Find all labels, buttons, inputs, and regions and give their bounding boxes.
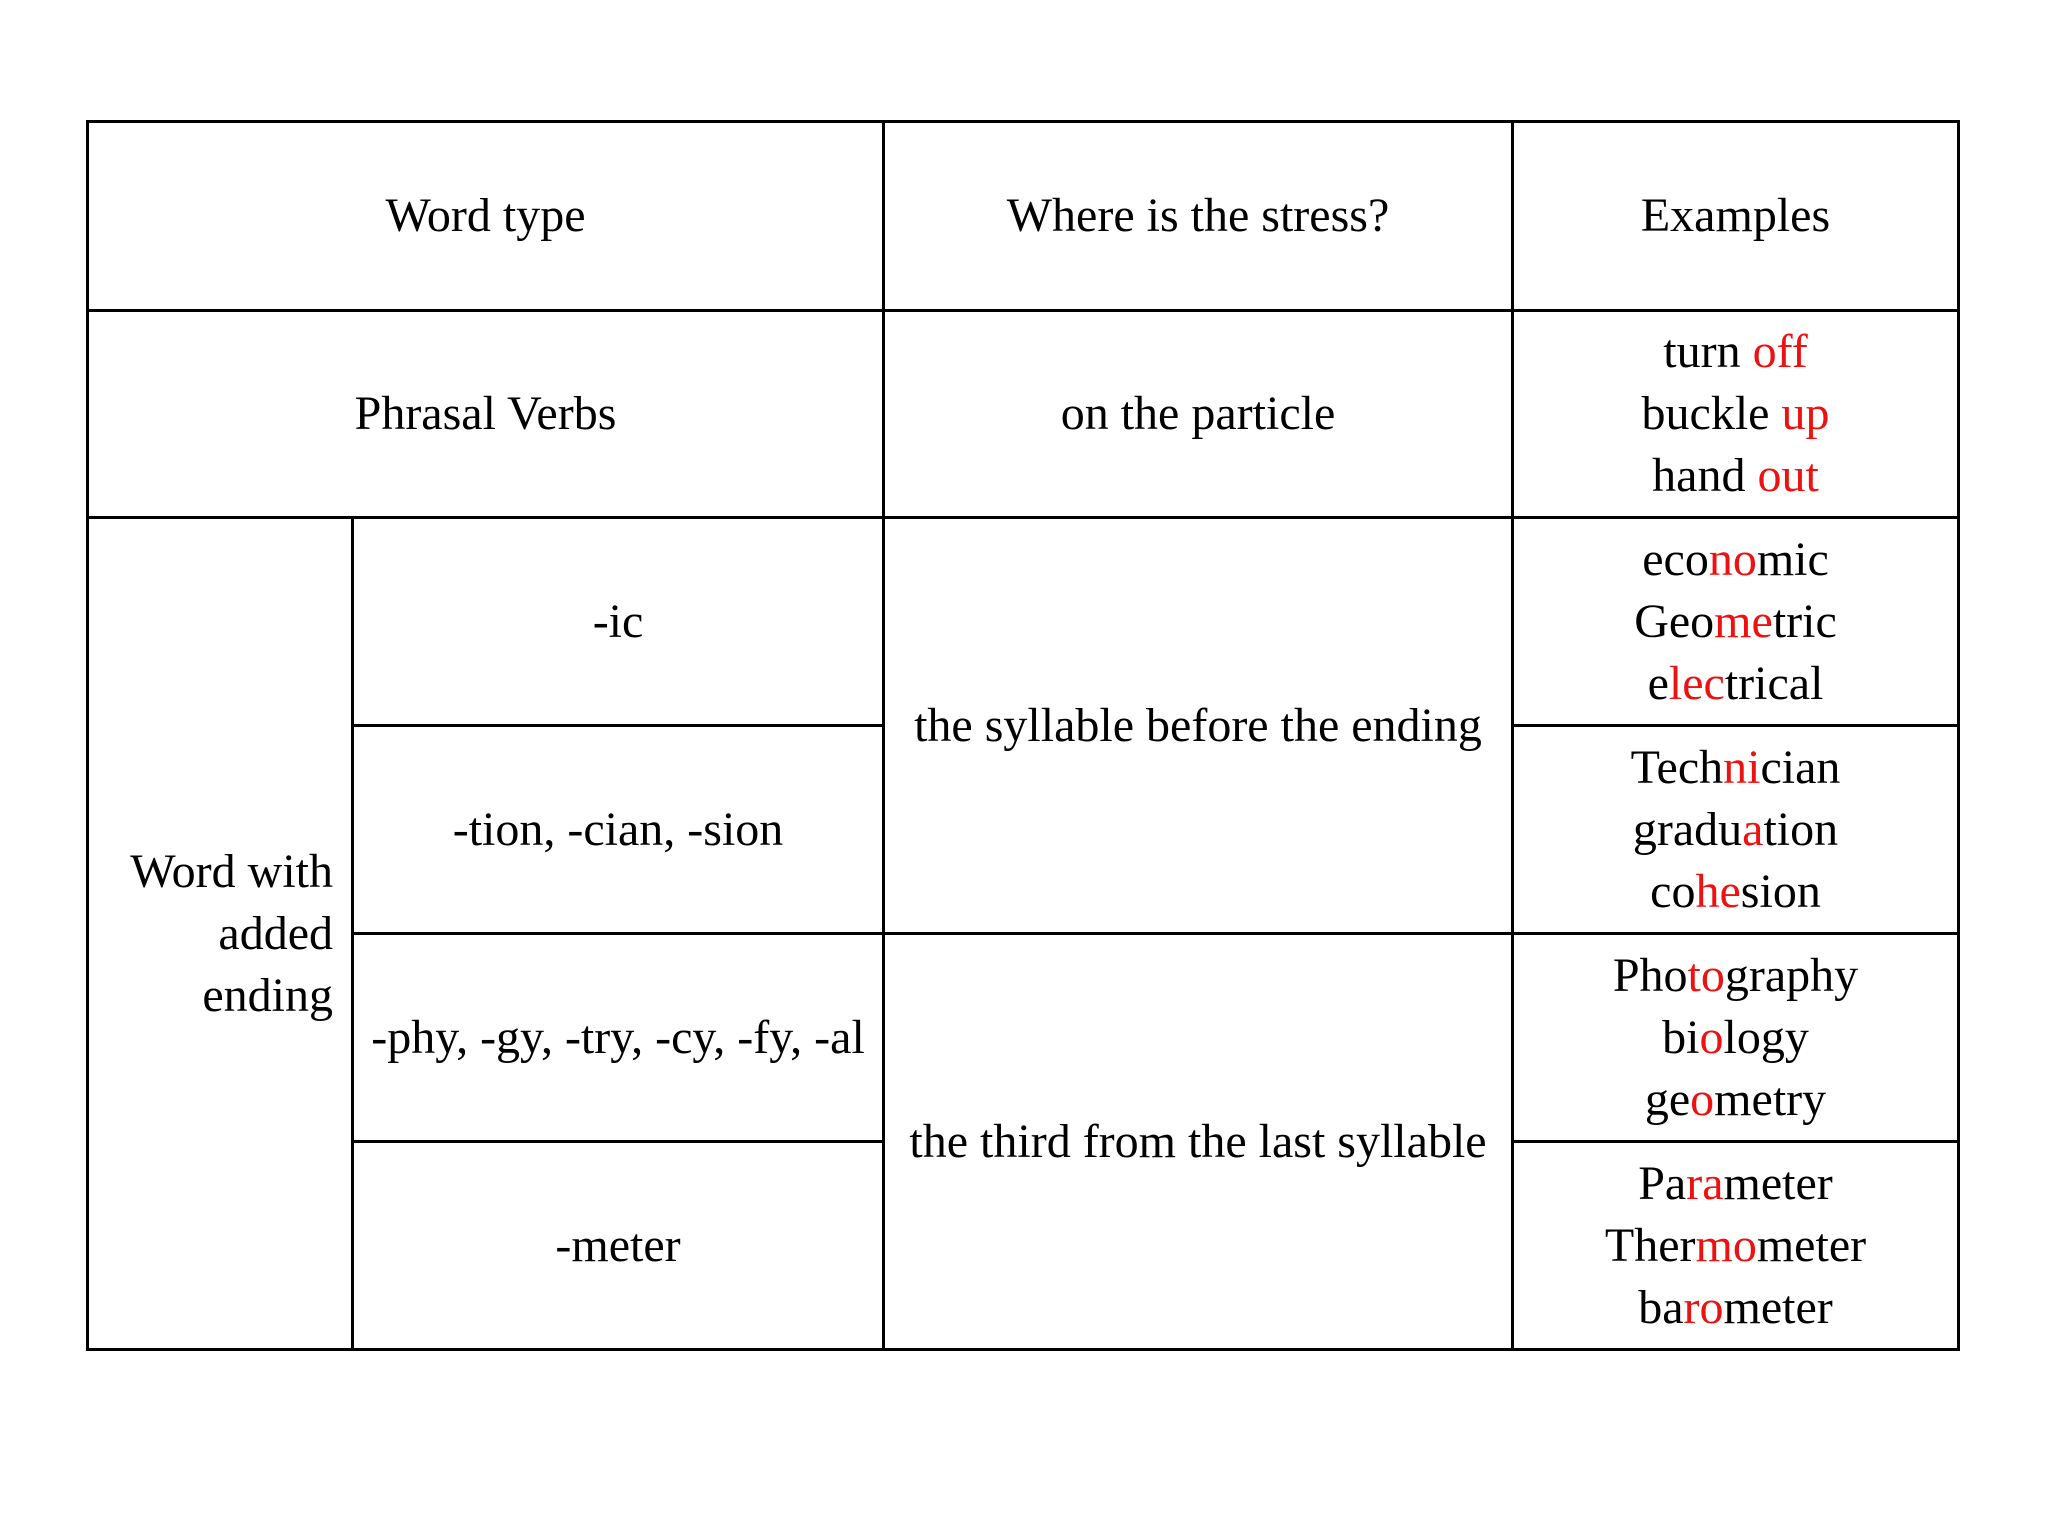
example-word [1528,1069,1943,1131]
row-ic [88,518,1959,726]
example-word-unstressed-start: eco [1642,532,1709,586]
example-word-unstressed-end: sion [1740,864,1821,918]
cell-third-last-stress: the third from the last syllable [884,934,1513,1350]
example-word-stressed-syllable: lec [1668,656,1725,710]
example-word [1528,529,1943,591]
example-word [1528,653,1943,715]
example-word-unstressed-end: trical [1724,656,1824,710]
example-word-unstressed-end: cian [1760,740,1841,794]
example-word-unstressed-end: tric [1772,594,1837,648]
example-word-unstressed-end: logy [1723,1010,1809,1064]
header-word-type: Word type [88,122,884,311]
example-word-stressed-syllable: no [1708,532,1757,586]
example-word [1528,861,1943,923]
example-word-unstressed-start: ba [1638,1280,1684,1334]
cell-ending-ic: -ic [353,518,884,726]
example-word-unstressed-start: Pho [1612,948,1688,1002]
example-word [1528,1153,1943,1215]
example-word-unstressed-start: bi [1662,1010,1700,1064]
example-word-unstressed-end: graphy [1724,948,1859,1002]
stress-rules-table [86,120,1960,1351]
example-word-unstressed-start: turn [1663,325,1753,378]
header-row [88,122,1959,311]
example-word [1528,945,1943,1007]
example-word-unstressed-start: co [1650,864,1696,918]
example-word-unstressed-end: meter [1723,1156,1833,1210]
example-word-unstressed-start: ge [1644,1072,1691,1126]
example-word-stressed-syllable: ro [1683,1280,1724,1334]
cell-before-ending-stress: the syllable before the ending [884,518,1513,934]
example-word-stressed-syllable: he [1695,864,1741,918]
example-word-stressed-syllable: up [1781,387,1830,440]
example-word-unstressed-start: Pa [1638,1156,1687,1210]
example-word-stressed-syllable: me [1714,594,1773,648]
example-word-stressed-syllable: o [1690,1072,1715,1126]
cell-phrasal-verbs-examples [1513,311,1959,518]
row-phy [88,934,1959,1142]
example-word [1528,1215,1943,1277]
cell-phrasal-verbs-stress: on the particle [884,311,1513,518]
example-word [1528,737,1943,799]
example-word-stressed-syllable: to [1687,948,1725,1002]
example-word-stressed-syllable: mo [1695,1218,1757,1272]
example-word [1528,321,1943,383]
example-word-stressed-syllable: ni [1723,740,1761,794]
example-word-unstressed-start: Ther [1604,1218,1696,1272]
example-word-unstressed-end: metry [1714,1072,1827,1126]
cell-meter-examples [1513,1142,1959,1350]
example-word-unstressed-end: tion [1763,802,1839,856]
example-word-unstressed-end: meter [1756,1218,1867,1272]
row-phrasal-verbs [88,311,1959,518]
example-word-unstressed-start: Geo [1634,594,1715,648]
cell-phrasal-verbs-type: Phrasal Verbs [88,311,884,518]
example-word [1528,383,1943,445]
example-word [1528,1277,1943,1339]
example-word-unstressed-start: buckle [1641,387,1782,440]
header-examples: Examples [1513,122,1959,311]
header-stress: Where is the stress? [884,122,1513,311]
example-word-stressed-syllable: ra [1686,1156,1724,1210]
example-word-stressed-syllable: off [1752,325,1808,378]
cell-added-ending-label: Word with added ending [88,518,353,1350]
example-word [1528,799,1943,861]
example-word [1528,1007,1943,1069]
cell-ending-meter: -meter [353,1142,884,1350]
cell-ending-tion: -tion, -cian, -sion [353,726,884,934]
example-word [1528,445,1943,507]
cell-tion-examples [1513,726,1959,934]
example-word [1528,591,1943,653]
cell-phy-examples [1513,934,1959,1142]
example-word-stressed-syllable: out [1757,449,1819,502]
example-word-unstressed-start: e [1647,656,1669,710]
example-word-unstressed-start: hand [1652,449,1758,502]
example-word-unstressed-start: gradu [1632,802,1743,856]
example-word-unstressed-start: Tech [1630,740,1724,794]
example-word-stressed-syllable: a [1742,802,1764,856]
example-word-unstressed-end: mic [1756,532,1829,586]
example-word-unstressed-end: meter [1723,1280,1833,1334]
cell-ending-phy: -phy, -gy, -try, -cy, -fy, -al [353,934,884,1142]
cell-ic-examples [1513,518,1959,726]
example-word-stressed-syllable: o [1699,1010,1724,1064]
